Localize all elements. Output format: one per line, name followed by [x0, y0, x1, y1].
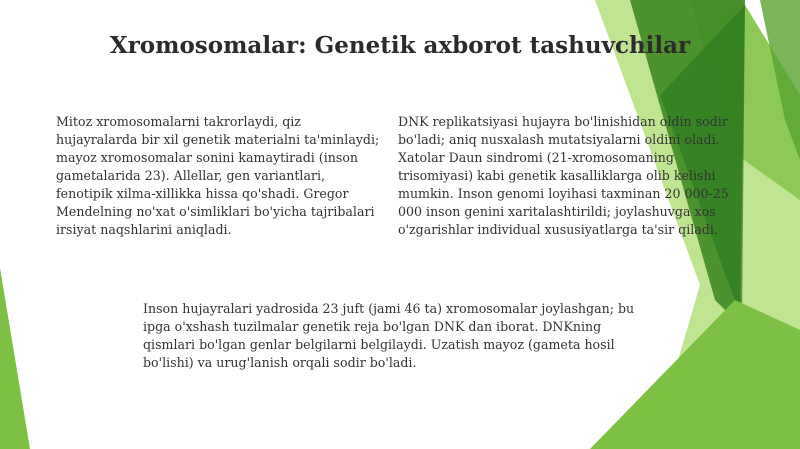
- left-facet: [0, 268, 30, 449]
- paragraph-human-chromosomes: Inson hujayralari yadrosida 23 juft (jami 46 ta) xromosomalar joylashgan; bu ipga o'xshash tuzilmalar genetik reja bo'lgan DNK dan iborat. DNKning qismlari bo'lgan genlar belgilarni belgilaydi. Uzatish mayoz (gameta hosil bo'lishi) va urug'lanish orqali sodir bo'ladi.: [143, 301, 635, 370]
- paragraph-dna-replication: DNK replikatsiyasi hujayra bo'linishidan oldin sodir bo'ladi; aniq nusxalash mutatsiyalarni oldini oladi. Xatolar Daun sindromi (21-xromosomaning trisomiyasi) kabi genetik kasalliklarga olib kelishi mumkin. Inson genomi loyihasi taxminan 20 000-25 000 inson genini xaritalashtirildi; joylashuvga xos o'zgarishlar individual xususiyatlarga ta'sir qiladi.: [398, 114, 729, 237]
- paragraph-mitosis-meiosis: Mitoz xromosomalarni takrorlaydi, qiz hujayralarda bir xil genetik materialni ta'minlaydi; mayoz xromosomalar sonini kamaytiradi (inson gametalarida 23). Allellar, gen variantlari, fenotipik xilma-xillikka hissa qo'shadi. Gregor Mendelning no'xat o'simliklari bo'yicha tajribalari irsiyat naqshlarini aniqladi.: [56, 114, 380, 237]
- slide-title: Xromosomalar: Genetik axborot tashuvchilar: [109, 32, 691, 59]
